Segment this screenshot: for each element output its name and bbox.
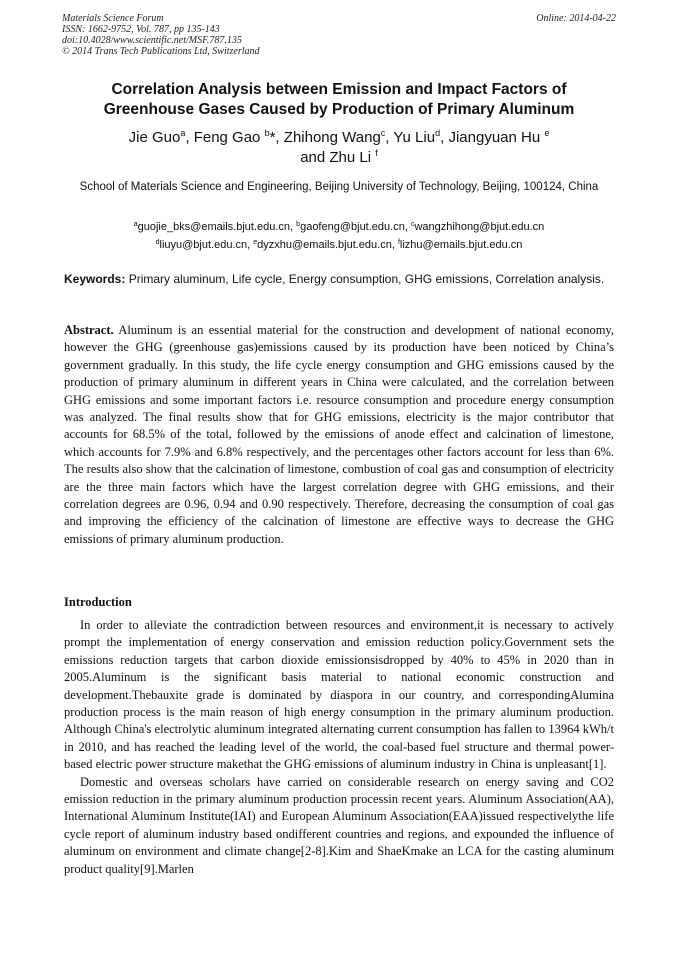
author-sup: e xyxy=(544,128,550,138)
title-line-2: Greenhouse Gases Caused by Production of Primary Aluminum xyxy=(103,101,575,118)
journal-doi: doi:10.4028/www.scientific.net/MSF.787.135 xyxy=(62,35,242,46)
journal-issn: ISSN: 1662-9752, Vol. 787, pp 135-143 xyxy=(62,24,220,35)
email-sup: c xyxy=(410,221,415,228)
title-line-1: Correlation Analysis between Emission and Impact Factors of xyxy=(111,81,567,98)
email-sep: , xyxy=(247,239,254,251)
author-sep: , xyxy=(385,129,394,146)
email-address[interactable]: wangzhihong@bjut.edu.cn xyxy=(414,221,545,233)
author-line-1 xyxy=(64,128,614,148)
email-address[interactable]: dyzxhu@emails.bjut.edu.cn xyxy=(257,239,392,251)
email-sup: b xyxy=(296,221,301,228)
author-sup: f xyxy=(375,148,378,158)
journal-header xyxy=(62,13,616,57)
author-name: Feng Gao xyxy=(193,129,265,146)
email-sep: , xyxy=(290,221,297,233)
journal-copyright: © 2014 Trans Tech Publications Ltd, Switzerland xyxy=(62,46,260,57)
email-sup: d xyxy=(155,239,160,246)
email-sup: f xyxy=(397,239,400,246)
author-name: Jiangyuan Hu xyxy=(448,129,545,146)
abstract-text: Aluminum is an essential material for the construction and development of national economy, however the GHG (greenhouse gas)emissions caused by its production have been noticed by China’s government gradually. In this study, the life cycle energy consumption and GHG emissions caused by the production of primary aluminum in different years in China were calculated, and the correlation between GHG emissions and some important factors i.e. resource consumption and procedure energy consumption was analyzed. The final results show that for GHG emissions, electricity is the major contributor that accounts for 68.5% of the total, followed by the emissions of anode effect and calcination of limestone, which accounts for 7.9% and 6.8% respectively, and the percentages other factors account for less than 6%. The results also show that the calcination of limestone, combustion of coal gas and consumption of electricity are the three main factors which have the largest correlation degree with GHG emissions, and their correlation degrees are 0.96, 0.94 and 0.90 respectively. Therefore, decreasing the consumption of coal gas and improving the efficiency of the calcination of limestone are effective ways to decrease the GHG emissions of primary aluminum production. xyxy=(64,323,614,546)
author-sup: a xyxy=(180,128,186,138)
journal-name: Materials Science Forum xyxy=(62,13,164,24)
email-address[interactable]: liuyu@bjut.edu.cn xyxy=(159,239,248,251)
email-address[interactable]: lizhu@emails.bjut.edu.cn xyxy=(399,239,523,251)
email-sup: e xyxy=(253,239,258,246)
keywords-text: Primary aluminum, Life cycle, Energy consumption, GHG emissions, Correlation analysis. xyxy=(128,272,605,286)
author-name: Zhihong Wang xyxy=(283,129,381,146)
abstract xyxy=(64,322,614,548)
email-sep: , xyxy=(391,239,398,251)
email-list xyxy=(64,218,614,254)
author-line-2 xyxy=(64,148,614,168)
keywords xyxy=(64,271,614,287)
author-sup: d xyxy=(435,128,441,138)
author-name: and Zhu Li xyxy=(300,149,376,166)
email-sup: a xyxy=(133,221,138,228)
keywords-label: Keywords: xyxy=(64,272,126,286)
author-sep: , xyxy=(440,129,449,146)
abstract-label: Abstract. xyxy=(64,323,114,337)
affiliation: School of Materials Science and Engineering, Beijing University of Technology, Beijing, 100124, China xyxy=(79,181,599,193)
online-date: Online: 2014-04-22 xyxy=(536,13,616,24)
author-sup: c xyxy=(380,128,386,138)
email-sep: , xyxy=(404,221,411,233)
email-line-2 xyxy=(64,236,614,254)
author-name: Yu Liu xyxy=(393,129,436,146)
author-sup: b xyxy=(264,128,270,138)
email-address[interactable]: guojie_bks@emails.bjut.edu.cn xyxy=(137,221,291,233)
introduction-body xyxy=(64,617,614,878)
paper-title xyxy=(64,80,614,120)
author-sep: *, xyxy=(269,129,284,146)
email-address[interactable]: gaofeng@bjut.edu.cn xyxy=(300,221,405,233)
paragraph: Domestic and overseas scholars have carried on considerable research on energy saving and CO2 emission reduction in the primary aluminum production processin recent years. Aluminum Association(AA), International Aluminum Institute(IAI) and European Aluminum Association(EAA)issued respectivelythe life cycle report of aluminum industry based ondifferent countries and regions, and expounded the influence of aluminum on environment and climate change[2-8].Kim and ShaeKmake an LCA for the casting aluminum product quality[9].Marlen xyxy=(64,774,614,876)
email-line-1 xyxy=(64,218,614,236)
author-list xyxy=(64,128,614,168)
paragraph: In order to alleviate the contradiction between resources and environment,it is necessary to actively prompt the implementation of energy conservation and emission reduction policy.Government sets the emissions reduction targets that carbon dioxide emissionsisdropped by 40% to 45% in 2020 than in 2005.Aluminum is the significant basis material to national economic construction and development.Thebauxite grade is dominated by diaspora in our country, and correspondingAlumina production process is the main reason of high energy consumption in the primary aluminum production. Although China's electrolytic aluminum integrated alternating current consumption has fallen to 13964 kWh/t in 2010, and has reached the leading level of the world, the coal-based fuel structure and thermal power-based electric power structure makethat the GHG emissions of aluminum industry in China is unpleasant[1]. xyxy=(64,618,614,772)
author-name: Jie Guo xyxy=(128,129,181,146)
section-heading-introduction: Introduction xyxy=(64,595,132,609)
author-sep: , xyxy=(185,129,194,146)
